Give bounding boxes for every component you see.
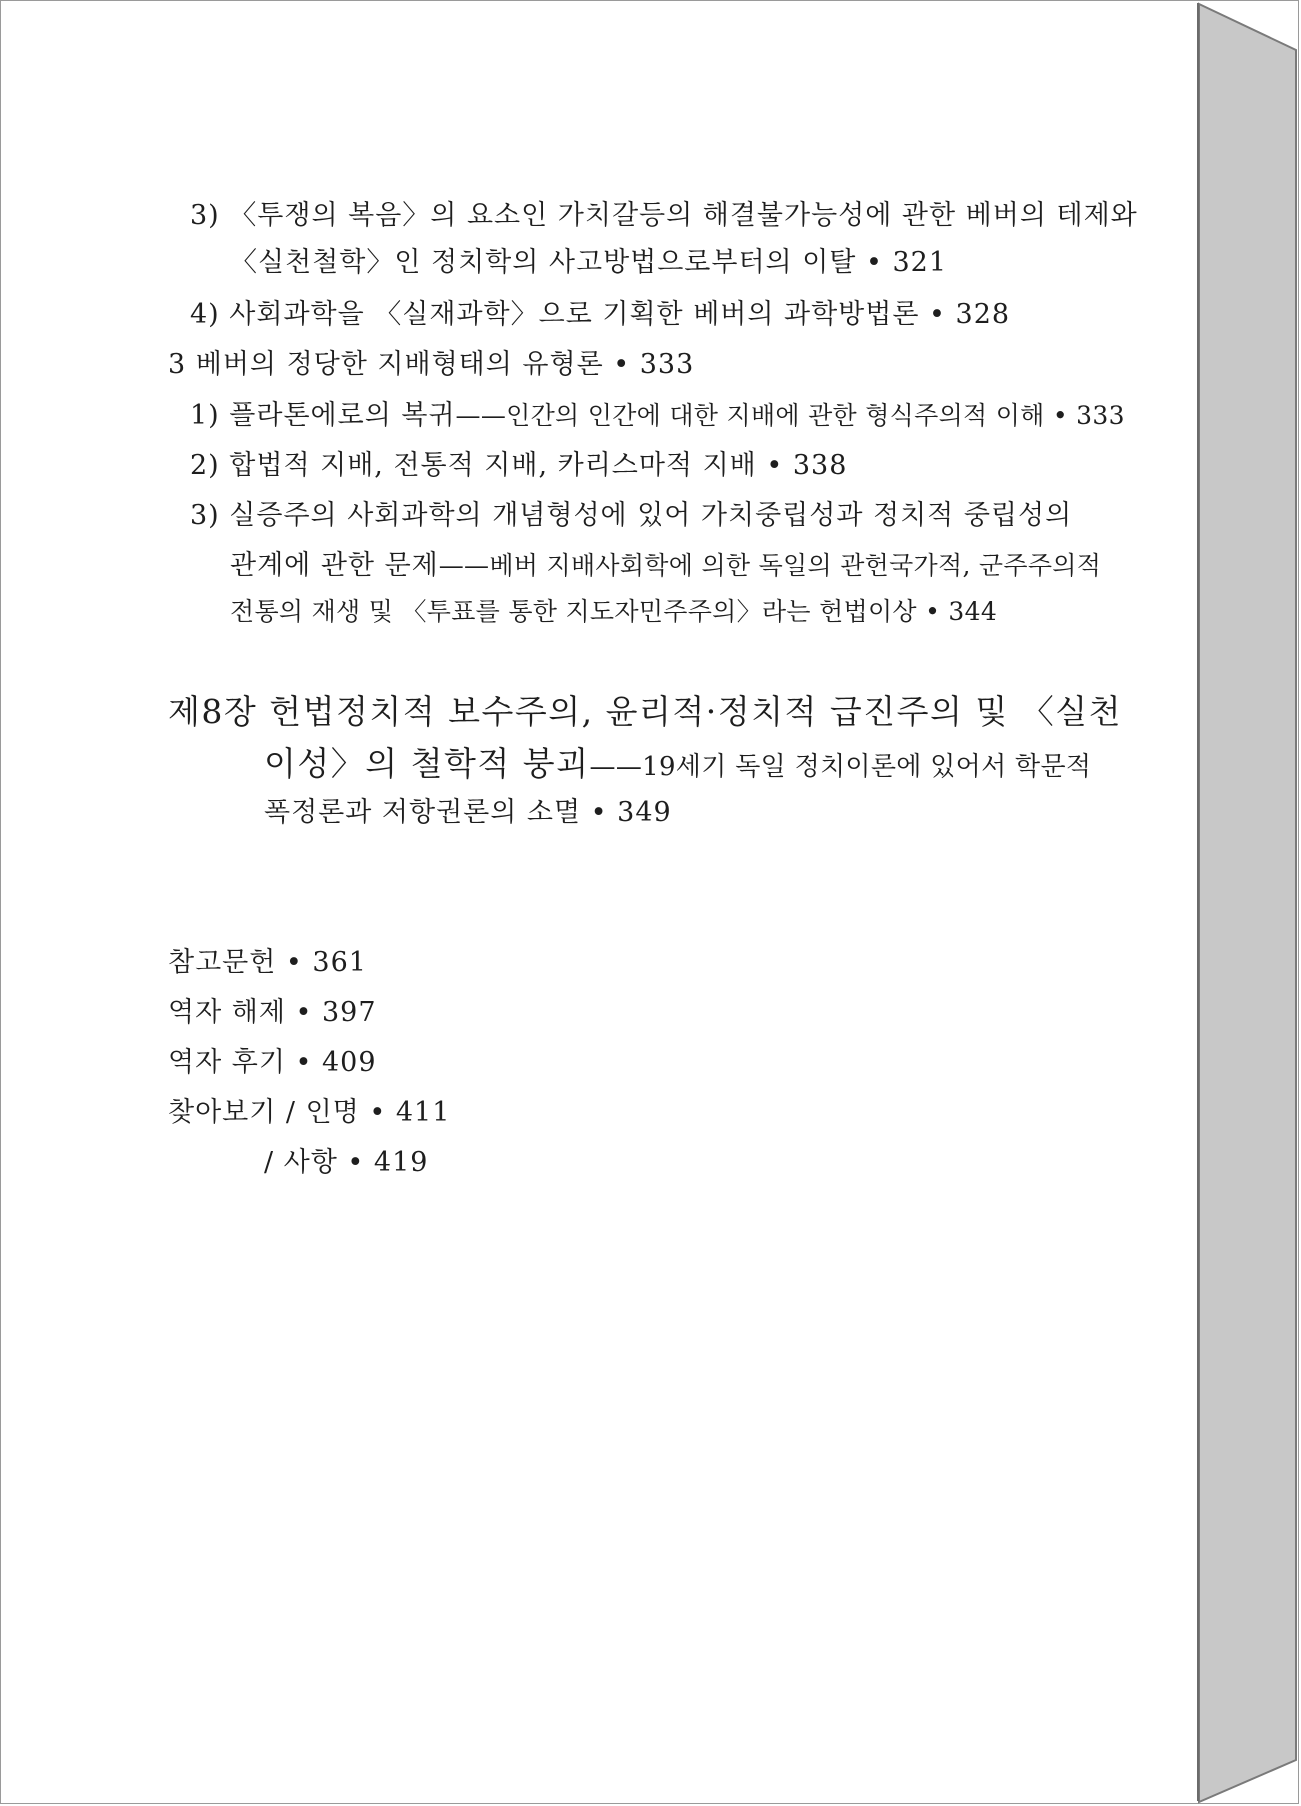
- toc-chapter-8-line3: 폭정론과 저항권론의 소멸 • 349: [264, 797, 672, 828]
- toc-index-subjects: / 사항 • 419: [264, 1147, 429, 1178]
- toc-chapter-8-line2-head: 이성〉의 철학적 붕괴: [264, 744, 590, 783]
- toc-subsection-1-tail: ——인간의 인간에 대한 지배에 관한 형식주의적 이해 • 333: [455, 401, 1125, 430]
- toc-subsection-2: 2) 합법적 지배, 전통적 지배, 카리스마적 지배 • 338: [190, 450, 848, 481]
- toc-subsection-3-line3: 전통의 재생 및 〈투표를 통한 지도자민주주의〉라는 헌법이상 • 344: [230, 597, 998, 626]
- toc-subsection-3-line2-tail: ——베버 지배사회학에 의한 독일의 관헌국가적, 군주주의적: [438, 551, 1102, 580]
- toc-section-3: 3 베버의 정당한 지배형태의 유형론 • 333: [168, 349, 695, 380]
- toc-item-3-3-line1: 3) 〈투쟁의 복음〉의 요소인 가치갈등의 해결불가능성에 관한 베버의 테제와: [190, 200, 1138, 231]
- toc-item-3-3-line2: 〈실천철학〉인 정치학의 사고방법으로부터의 이탈 • 321: [230, 247, 948, 278]
- toc-index-names: 찾아보기 / 인명 • 411: [168, 1097, 451, 1128]
- toc-chapter-8-line2: [264, 738, 1091, 785]
- toc-translator-afterword: 역자 후기 • 409: [168, 1047, 377, 1078]
- toc-references: 참고문헌 • 361: [168, 947, 367, 978]
- toc-subsection-1: [190, 393, 1125, 432]
- toc-chapter-8-line1: 제8장 헌법정치적 보수주의, 윤리적·정치적 급진주의 및 〈실천: [168, 692, 1122, 731]
- toc-subsection-3-line1: 3) 실증주의 사회과학의 개념형성에 있어 가치중립성과 정치적 중립성의: [190, 500, 1073, 531]
- toc-subsection-1-head: 1) 플라톤에로의 복귀: [190, 400, 456, 431]
- toc-subsection-3-line2-head: 관계에 관한 문제: [230, 550, 439, 581]
- toc-subsection-3-line2: [230, 543, 1101, 582]
- toc-item-3-4: 4) 사회과학을 〈실재과학〉으로 기획한 베버의 과학방법론 • 328: [190, 299, 1011, 330]
- toc-translator-commentary: 역자 해제 • 397: [168, 997, 377, 1028]
- toc-chapter-8-line2-tail: ——19세기 독일 정치이론에 있어서 학문적: [589, 752, 1092, 782]
